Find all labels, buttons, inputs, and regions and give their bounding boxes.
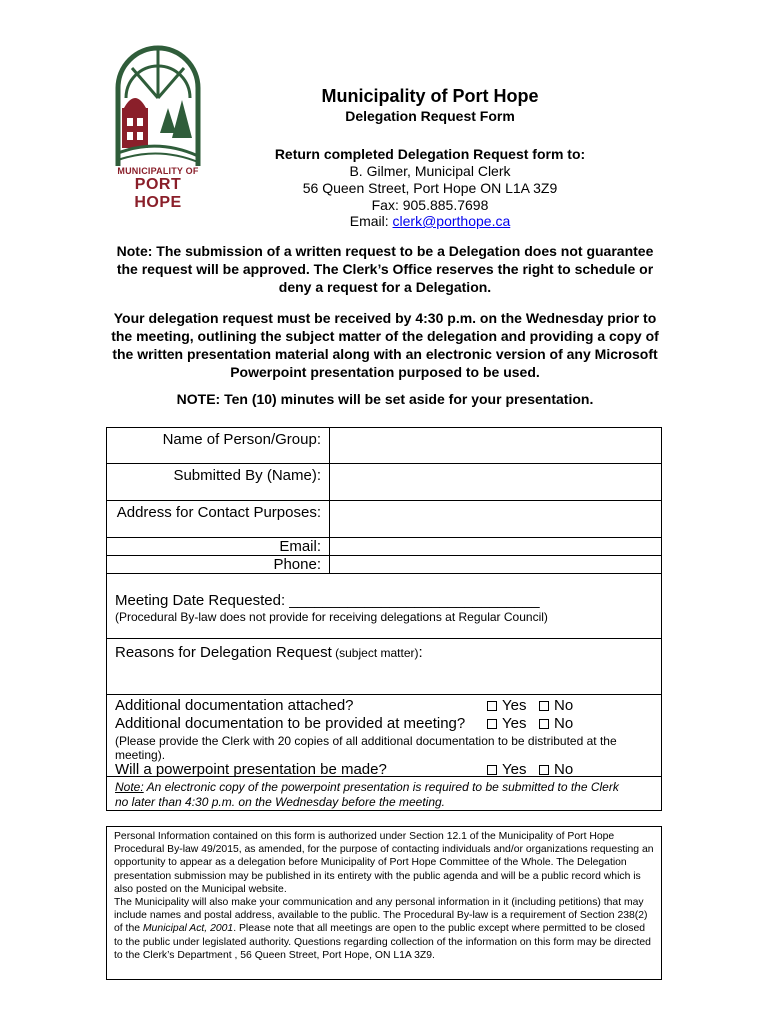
reasons-label-text: Reasons for Delegation Request — [115, 644, 332, 661]
meeting-date-note: (Procedural By-law does not provide for receiving delegations at Regular Council) — [115, 610, 548, 624]
doc-attached-no-checkbox[interactable] — [539, 701, 549, 711]
form-subtitle: Delegation Request Form — [345, 108, 515, 124]
note1-line2: the request will be approved. The Clerk’s Office reserves the right to schedule or — [116, 261, 654, 277]
reasons-colon: : — [418, 644, 423, 661]
note1-line3: deny a request for a Delegation. — [278, 279, 492, 295]
clerk-fax: Fax: 905.885.7698 — [371, 197, 489, 213]
row-submitted — [107, 464, 661, 501]
no-label: No — [554, 761, 574, 778]
yes-label: Yes — [502, 715, 527, 732]
doc-provided-options — [487, 715, 573, 732]
row-phone — [107, 556, 661, 574]
name-field[interactable] — [330, 428, 661, 463]
reasons-label — [115, 644, 423, 661]
doc-provided-yes-checkbox[interactable] — [487, 719, 497, 729]
powerpoint-options — [487, 761, 573, 778]
yes-label: Yes — [502, 761, 527, 778]
row-address — [107, 501, 661, 538]
note-ten-minutes: NOTE: Ten (10) minutes will be set aside for your presentation. — [176, 391, 594, 407]
logo-line-1: MUNICIPALITY OF — [117, 166, 199, 176]
powerpoint-no-checkbox[interactable] — [539, 765, 549, 775]
clerk-address: 56 Queen Street, Port Hope ON L1A 3Z9 — [302, 180, 558, 196]
privacy-notice — [106, 826, 662, 980]
doc-provided-label: Additional documentation to be provided at meeting? — [115, 715, 466, 732]
phone-label: Phone: — [273, 556, 321, 573]
yes-label: Yes — [502, 697, 527, 714]
reasons-subject-matter: (subject matter) — [331, 646, 419, 660]
privacy-p2-part-a: The Municipality will also make your communication and any personal information in it (including petitions) that may include names and postal address, available to the public. The Procedural By-law is a requirement of Section 238(2) of the — [114, 897, 648, 935]
submitted-field[interactable] — [330, 464, 661, 500]
powerpoint-note-line1 — [115, 780, 619, 795]
return-line: Return completed Delegation Request form to: — [274, 146, 586, 162]
email-label: Email: — [279, 538, 321, 555]
powerpoint-note-line2: no later than 4:30 p.m. on the Wednesday before the meeting. — [115, 795, 445, 809]
privacy-paragraph-2 — [114, 896, 654, 962]
submitted-label: Submitted By (Name): — [173, 467, 321, 484]
phone-field[interactable] — [330, 556, 661, 573]
powerpoint-label: Will a powerpoint presentation be made? — [115, 761, 387, 778]
email-prefix: Email: — [349, 213, 393, 229]
copies-note-line1: (Please provide the Clerk with 20 copies of all additional documentation to be distributed at the — [115, 734, 617, 748]
row-meeting-date — [107, 574, 661, 639]
doc-attached-options — [487, 697, 573, 714]
note2-line2: the meeting, outlining the subject matter of the delegation and providing a copy of — [111, 328, 659, 344]
privacy-p2-part-b: . Please note that all meetings are open to the public except where permitted to be closed to the public under legislated authority. Questions regarding collection of the information on this form may be directed to the Clerk’s Department , 56 Queen Street, Port Hope, ON L1A 3Z9. — [114, 923, 651, 961]
page-title: Municipality of Port Hope — [321, 86, 539, 106]
row-reasons — [107, 639, 661, 695]
clerk-name: B. Gilmer, Municipal Clerk — [349, 163, 511, 179]
note1-line1: Note: The submission of a written request to be a Delegation does not guarantee — [116, 243, 654, 259]
meeting-date-label: Meeting Date Requested: ______________________________ — [115, 592, 540, 609]
email-link[interactable]: clerk@porthope.ca — [392, 213, 511, 229]
privacy-paragraph-1: Personal Information contained on this form is authorized under Section 12.1 of the Municipality of Port Hope Procedural By-law 49/2015, as amended, for the purpose of contacting individuals and/or organizations requesting an opportunity to appear as a delegation before Municipality of Port Hope Committee of the Whole. The Delegation presentation submission may be published in its entirety with the public agenda and will be a public record which is also posted on the Municipal website. — [114, 831, 654, 895]
note2-line1: Your delegation request must be received by 4:30 p.m. on the Wednesday prior to — [113, 310, 657, 326]
municipal-act-reference: Municipal Act, 2001 — [142, 923, 234, 935]
doc-attached-label: Additional documentation attached? — [115, 697, 354, 714]
address-label: Address for Contact Purposes: — [116, 504, 321, 521]
powerpoint-note-prefix: Note: — [115, 780, 144, 794]
note-deadline — [110, 309, 660, 381]
doc-attached-yes-checkbox[interactable] — [487, 701, 497, 711]
note2-line3: the written presentation material along with an electronic version of any Microsoft — [112, 346, 658, 362]
note2-line4: Powerpoint presentation purposed to be used. — [230, 364, 540, 380]
copies-note-line2: meeting). — [115, 748, 166, 762]
address-field[interactable] — [330, 501, 661, 537]
row-email — [107, 538, 661, 556]
row-documentation — [107, 695, 661, 777]
delegation-form — [106, 427, 662, 811]
clerk-email-line — [230, 213, 630, 229]
doc-provided-no-checkbox[interactable] — [539, 719, 549, 729]
no-label: No — [554, 697, 574, 714]
row-name — [107, 428, 661, 464]
logo-line-2: PORT HOPE — [134, 176, 182, 211]
powerpoint-note — [115, 780, 619, 810]
powerpoint-note-text1: An electronic copy of the powerpoint presentation is required to be submitted to the Clerk — [143, 780, 619, 794]
note-guarantee — [110, 242, 660, 296]
email-field[interactable] — [330, 538, 661, 555]
no-label: No — [554, 715, 574, 732]
name-label: Name of Person/Group: — [162, 431, 321, 448]
powerpoint-yes-checkbox[interactable] — [487, 765, 497, 775]
